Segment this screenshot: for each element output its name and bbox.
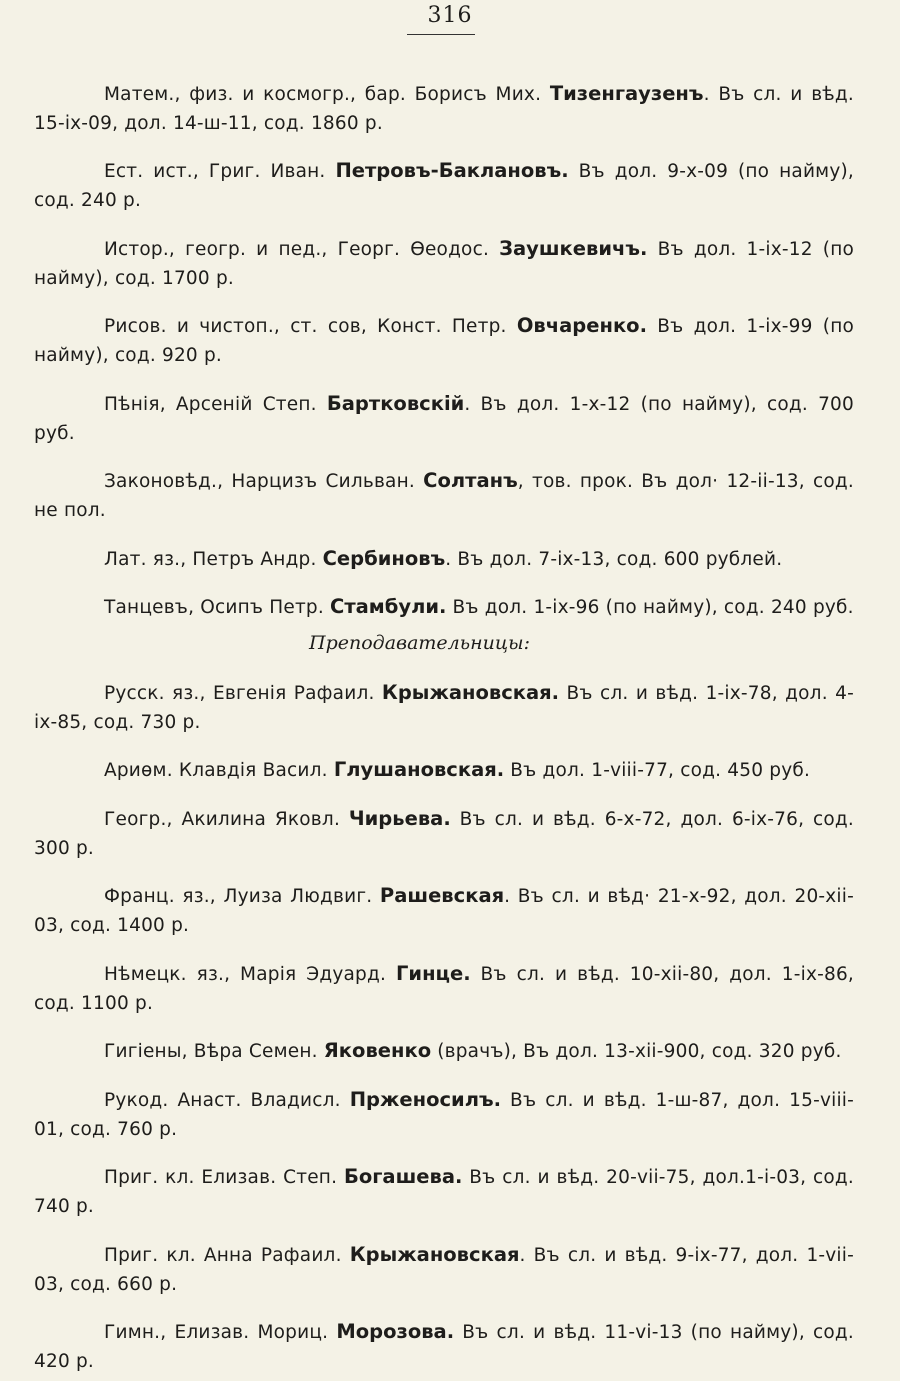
- surname: Гинце.: [395, 961, 471, 985]
- entry: Рукод. Анаст. Владисл. Прженосилъ. Въ сл. и вѣд. 1-ш-87, дол. 15-viii-01, сод. 760 р.: [34, 1087, 854, 1140]
- surname: Чирьева.: [348, 806, 451, 830]
- surname: Овчаренко.: [516, 314, 647, 337]
- surname: Солтанъ: [423, 469, 518, 492]
- entry: Пѣнія, Арсеній Степ. Бартковскій. Въ дол. 1-х-12 (по найму), сод. 700 руб.: [34, 391, 854, 444]
- entry: Истор., геогр. и пед., Георг. Өеодос. Заушкевичъ. Въ дол. 1-ix-12 (по найму), сод. 1700 р.: [34, 236, 855, 289]
- surname: Заушкевичъ.: [499, 236, 648, 260]
- surname: Крыжановская: [349, 1242, 520, 1266]
- entry: Русск. яз., Евгенія Рафаил. Крыжановская. Въ сл. и вѣд. 1-ix-78, дол. 4-ix-85, сод. 730 р.: [34, 680, 854, 733]
- page-number: 316: [427, 3, 473, 28]
- entry: Геогр., Акилина Яковл. Чирьева. Въ сл. и вѣд. 6-х-72, дол. 6-ix-76, сод. 300 р.: [34, 806, 854, 859]
- surname: Богашева.: [343, 1165, 463, 1188]
- surname: Тизенгаузенъ: [549, 81, 704, 105]
- entry: Матем., физ. и космогр., бар. Борисъ Мих. Тизенгаузенъ. Въ сл. и вѣд. 15-ix-09, дол. 14-ш-11, сод. 1860 р.: [34, 81, 854, 134]
- entry: Законовѣд., Нарцизъ Сильван. Солтанъ, тов. прок. Въ дол· 12-ii-13, сод. не пол.: [34, 469, 854, 521]
- entry: Лат. яз., Петръ Андр. Сербиновъ. Въ дол. 7-ix-13, сод. 600 рублей.: [104, 546, 783, 570]
- entry: Гимн., Елизав. Мориц. Морозова. Въ сл. и вѣд. 11-vi-13 (по найму), сод. 420 р.: [34, 1320, 854, 1372]
- surname: Морозова.: [336, 1320, 455, 1343]
- section-heading: Преподавательницы:: [309, 632, 530, 654]
- surname: Бартковскій: [326, 391, 465, 415]
- entry: Приг. кл. Анна Рафаил. Крыжановская. Въ сл. и вѣд. 9-ix-77, дол. 1-vii-03, сод. 660 р.: [34, 1242, 854, 1295]
- page-number-rule: [407, 34, 475, 35]
- entry: Франц. яз., Луиза Людвиг. Рашевская. Въ сл. и вѣд· 21-х-92, дол. 20-xii-03, сод. 1400 р.: [34, 884, 854, 936]
- entries-list: [34, 60, 854, 1381]
- surname: Прженосилъ.: [349, 1087, 502, 1111]
- surname: Крыжановская.: [381, 680, 560, 704]
- entry: Рисов. и чистоп., ст. сов, Конст. Петр. Овчаренко. Въ дол. 1-ix-99 (по найму), сод. 920 р.: [34, 314, 855, 366]
- surname: Петровъ-Баклановъ.: [335, 159, 569, 182]
- entry: Ариөм. Клавдія Васил. Глушановская. Въ дол. 1-viii-77, сод. 450 руб.: [104, 758, 811, 781]
- entry: Танцевъ, Осипъ Петр. Стамбули. Въ дол. 1-ix-96 (по найму), сод. 240 руб.: [104, 595, 854, 618]
- entry: Ест. ист., Григ. Иван. Петровъ-Баклановъ. Въ дол. 9-х-09 (по найму), сод. 240 р.: [34, 159, 854, 211]
- entry: Приг. кл. Елизав. Степ. Богашева. Въ сл. и вѣд. 20-vii-75, дол.1-i-03, сод. 740 р.: [34, 1165, 854, 1217]
- surname: Глушановская.: [333, 758, 505, 781]
- surname: Стамбули.: [330, 595, 447, 618]
- surname: Сербиновъ: [322, 546, 446, 570]
- surname: Яковенко: [323, 1039, 432, 1062]
- entry: Нѣмецк. яз., Марія Эдуард. Гинце. Въ сл. и вѣд. 10-xii-80, дол. 1-ix-86, сод. 1100 р.: [34, 961, 854, 1014]
- surname: Рашевская: [379, 884, 505, 907]
- entry: Гигіены, Вѣра Семен. Яковенко (врачъ), Въ дол. 13-xii-900, сод. 320 руб.: [104, 1039, 842, 1062]
